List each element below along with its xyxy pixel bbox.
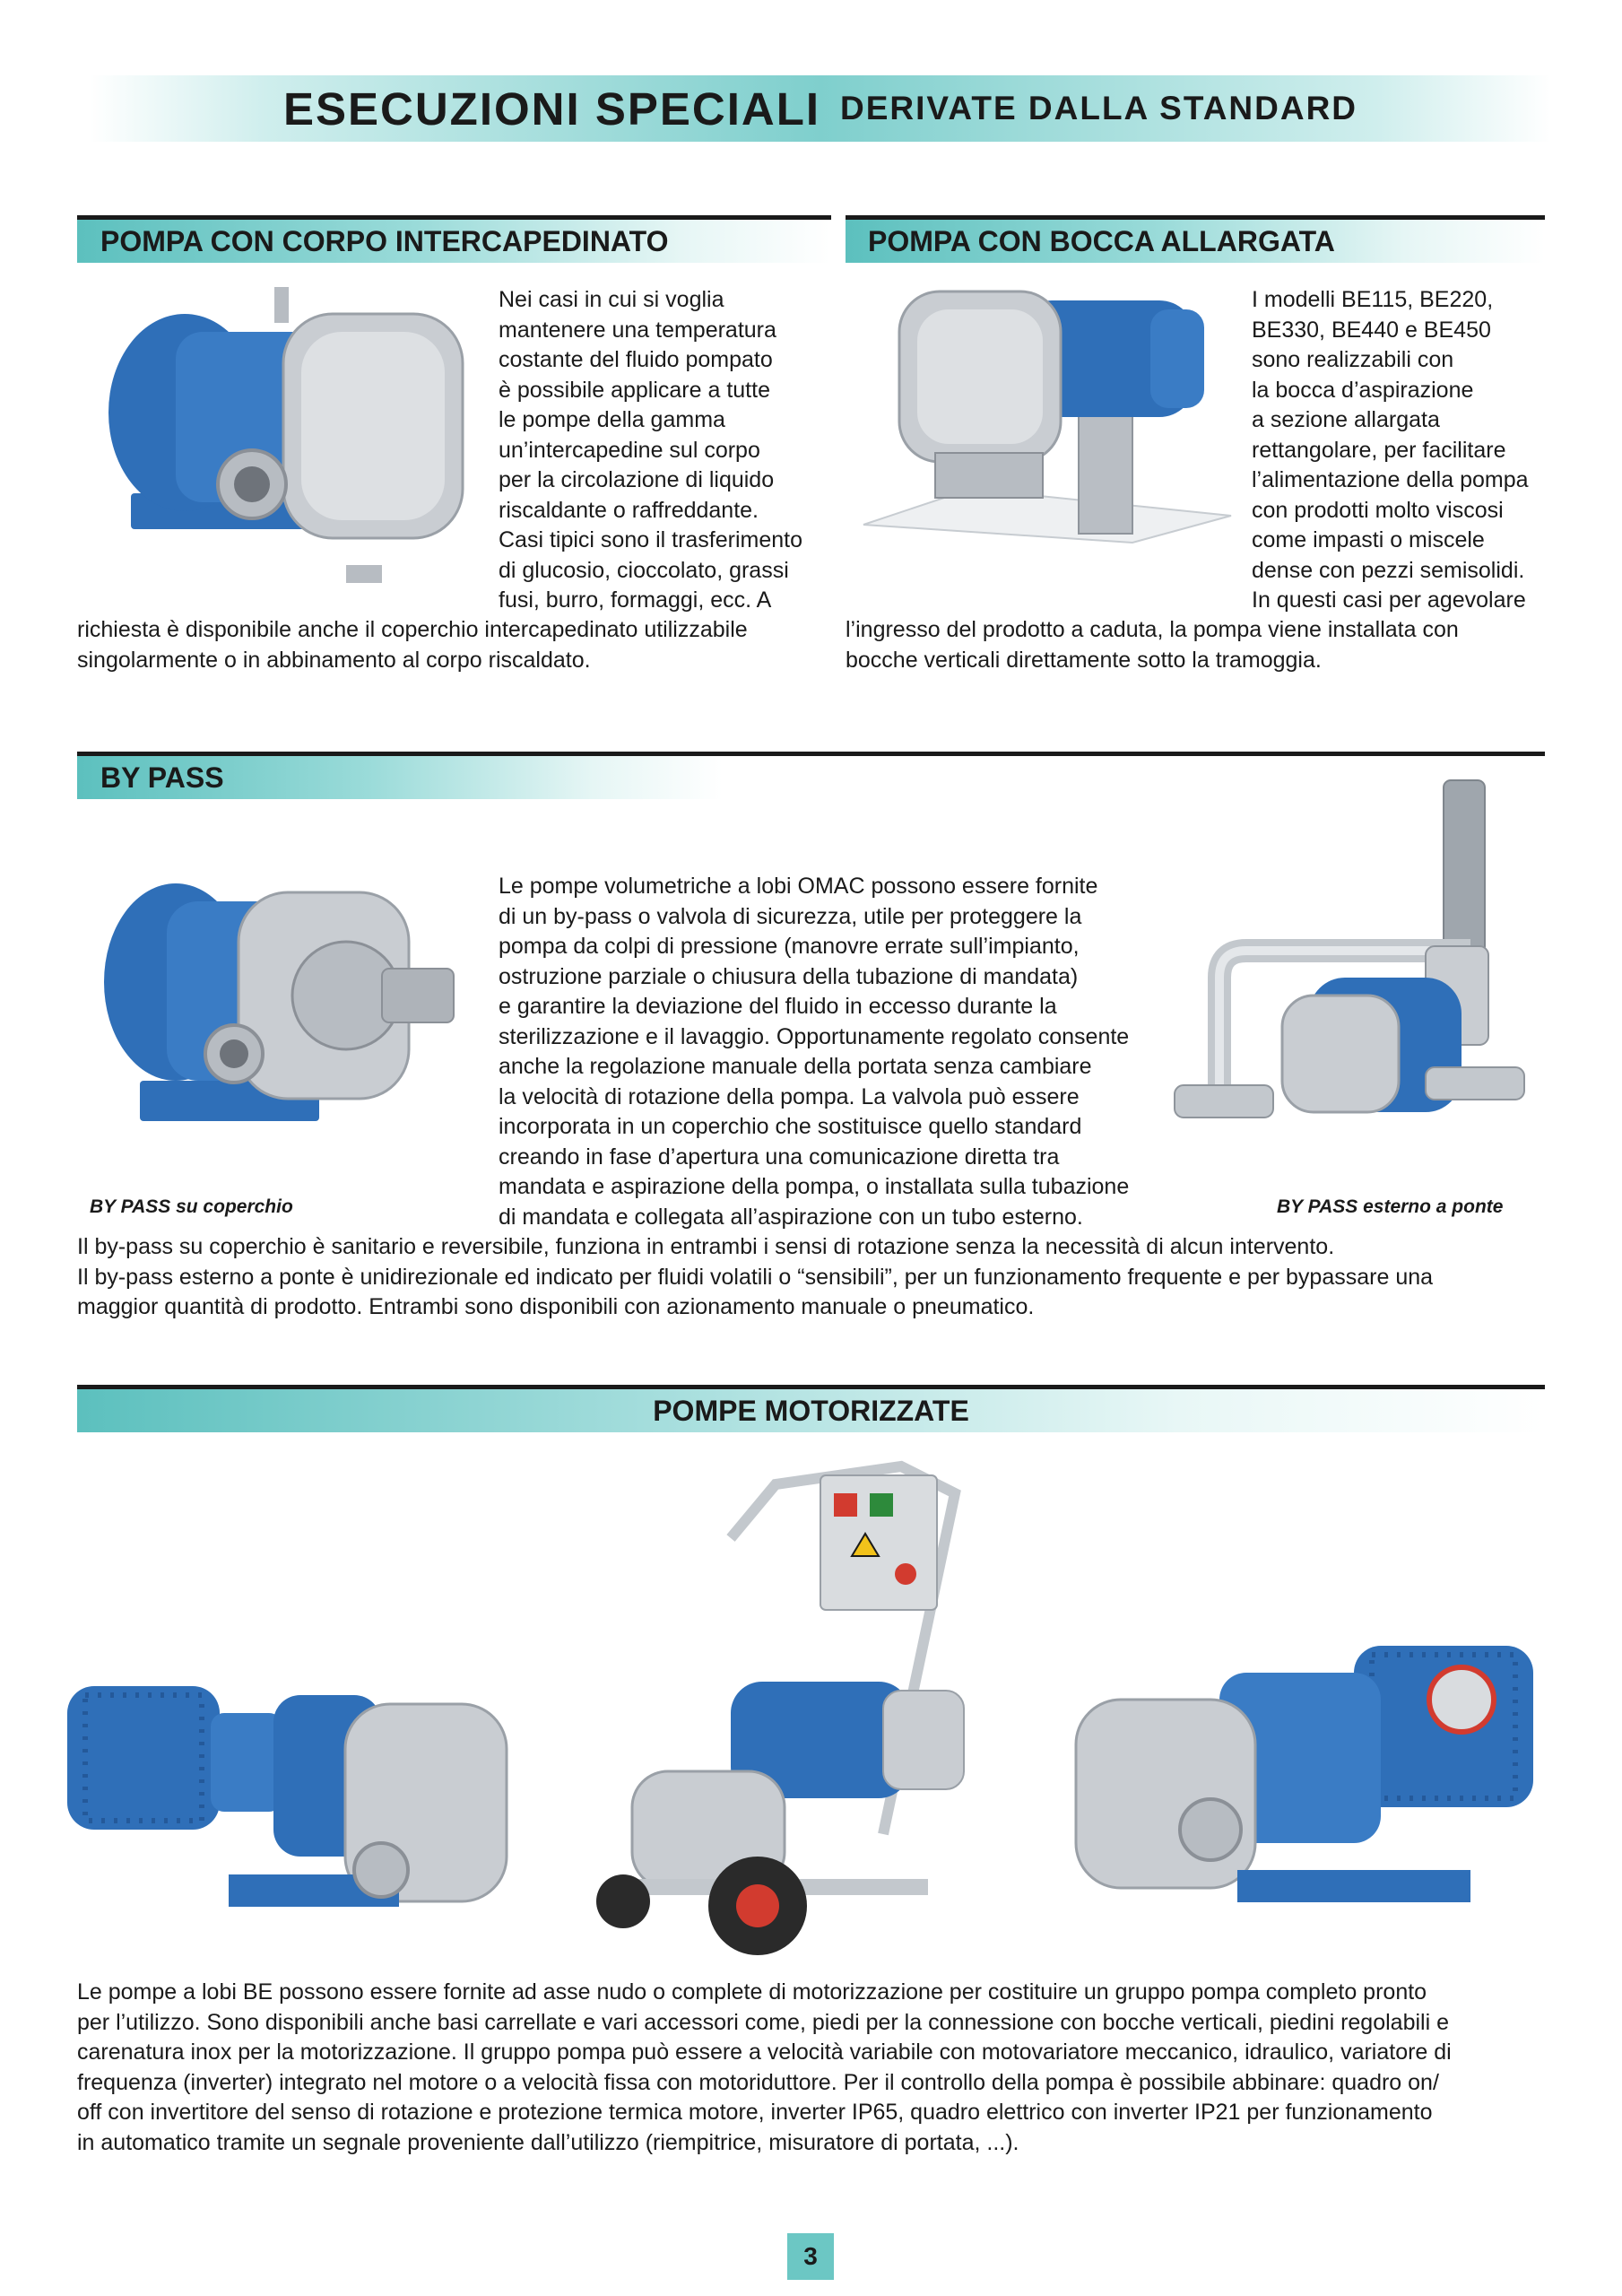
page-number: 3 bbox=[787, 2233, 834, 2280]
section-heading-bypass: BY PASS bbox=[100, 761, 224, 794]
text-line: l’ingresso del prodotto a caduta, la pompa viene installata con bbox=[846, 617, 1459, 642]
text-line: Il by-pass su coperchio è sanitario e reversibile, funziona in entrambi i sensi di rotazione senza la necessità di alcun intervento. bbox=[77, 1234, 1335, 1259]
text-line: rettangolare, per facilitare bbox=[1252, 437, 1506, 463]
text-line: pompa da colpi di pressione (manovre errate sull’impianto, bbox=[499, 934, 1080, 959]
text-line: e garantire la deviazione del fluido in eccesso durante la bbox=[499, 994, 1057, 1019]
text-line: costante del fluido pompato bbox=[499, 347, 773, 372]
text-line: Casi tipici sono il trasferimento bbox=[499, 527, 803, 552]
pump-photo-corpo bbox=[77, 269, 481, 592]
text-corpo bbox=[499, 285, 802, 616]
text-line: sterilizzazione e il lavaggio. Opportunamente regolato consente bbox=[499, 1023, 1130, 1049]
page-title bbox=[90, 75, 1551, 142]
text-line: Nei casi in cui si voglia bbox=[499, 287, 724, 312]
caption-bypass-right: BY PASS esterno a ponte bbox=[1277, 1196, 1504, 1217]
text-line: di glucosio, cioccolato, grassi bbox=[499, 557, 789, 583]
text-line: ostruzione parziale o chiusura della tubazione di mandata) bbox=[499, 963, 1079, 989]
text-line: creando in fase d’apertura una comunicazione diretta tra bbox=[499, 1144, 1060, 1170]
text-line: è possibile applicare a tutte bbox=[499, 377, 770, 403]
pump-photo-bocca bbox=[846, 274, 1240, 578]
text-line: in automatico tramite un segnale proveniente dall’utilizzo (riempitrice, misuratore di portata, ...). bbox=[77, 2129, 1019, 2155]
text-line: per la circolazione di liquido bbox=[499, 467, 775, 492]
text-line: off con invertitore del senso di rotazione e protezione termica motore, inverter IP65, quadro elettrico con inverter IP21 per funzionamento bbox=[77, 2100, 1433, 2125]
text-line: Le pompe a lobi BE possono essere fornite ad asse nudo o complete di motorizzazione per costituire un gruppo pompa completo pronto bbox=[77, 1979, 1427, 2005]
pump-photo-motor-left bbox=[58, 1650, 525, 1928]
text-line: In questi casi per agevolare bbox=[1252, 587, 1526, 613]
text-line: come impasti o miscele bbox=[1252, 527, 1485, 552]
text-bocca bbox=[1252, 285, 1529, 616]
text-line: bocche verticali direttamente sotto la tramoggia. bbox=[846, 647, 1322, 673]
text-line: dense con pezzi semisolidi. bbox=[1252, 557, 1525, 583]
section-heading-bocca: POMPA CON BOCCA ALLARGATA bbox=[868, 225, 1335, 257]
text-line: a sezione allargata bbox=[1252, 407, 1440, 432]
text-line: di mandata e collegata all’aspirazione con un tubo esterno. bbox=[499, 1204, 1083, 1230]
text-line: Il by-pass esterno a ponte è unidirezionale ed indicato per fluidi volatili o “sensibili”, per un funzionamento frequente e per bypassare una bbox=[77, 1264, 1434, 1290]
text-line: la bocca d’aspirazione bbox=[1252, 377, 1474, 403]
text-line: di un by-pass o valvola di sicurezza, utile per proteggere la bbox=[499, 903, 1082, 929]
text-line: le pompe della gamma bbox=[499, 407, 725, 432]
text-line: riscaldante o raffreddante. bbox=[499, 497, 759, 523]
pump-photo-motor-trolley bbox=[596, 1457, 1018, 1960]
text-line: richiesta è disponibile anche il coperchio intercapedinato utilizzabile bbox=[77, 617, 748, 642]
text-line: incorporata in un coperchio che sostituisce quello standard bbox=[499, 1114, 1082, 1139]
text-line: fusi, burro, formaggi, ecc. A bbox=[499, 587, 772, 613]
text-bypass-wide bbox=[77, 1232, 1433, 1323]
pump-photo-bypass-ponte bbox=[1166, 771, 1542, 1184]
text-line: frequenza (inverter) integrato nel motore o a velocità fissa con motoriduttore. Per il controllo della pompa è possibile abbinare: quadro on/ bbox=[77, 2069, 1439, 2095]
section-heading-corpo: POMPA CON CORPO INTERCAPEDINATO bbox=[100, 225, 669, 257]
title-sub: DERIVATE DALLA STANDARD bbox=[840, 90, 1358, 126]
text-line: la velocità di rotazione della pompa. La valvola può essere bbox=[499, 1083, 1080, 1109]
text-line: BE330, BE440 e BE450 bbox=[1252, 317, 1491, 343]
text-bypass bbox=[499, 872, 1129, 1232]
text-line: un’intercapedine sul corpo bbox=[499, 437, 760, 463]
pump-photo-motor-right bbox=[1058, 1619, 1542, 1924]
text-line: singolarmente o in abbinamento al corpo riscaldato. bbox=[77, 647, 591, 673]
text-line: anche la regolazione manuale della portata senza cambiare bbox=[499, 1054, 1092, 1079]
section-heading-motorizzate: POMPE MOTORIZZATE bbox=[653, 1395, 969, 1427]
text-line: per l’utilizzo. Sono disponibili anche basi carrellate e vari accessori come, piedi per la connessione con bocche verticali, piedini regolabili e bbox=[77, 2009, 1449, 2035]
text-line: maggior quantità di prodotto. Entrambi sono disponibili con azionamento manuale o pneumatico. bbox=[77, 1294, 1035, 1319]
text-corpo-wide bbox=[77, 615, 748, 675]
pump-photo-bypass-coperchio bbox=[77, 865, 481, 1135]
text-line: con prodotti molto viscosi bbox=[1252, 497, 1504, 523]
text-bocca-wide bbox=[846, 615, 1459, 675]
text-line: carenatura inox per la motorizzazione. Il gruppo pompa può essere a velocità variabile con motovariatore meccanico, idraulico, variatore di bbox=[77, 2039, 1452, 2065]
text-motorizzate bbox=[77, 1978, 1545, 2158]
text-line: Le pompe volumetriche a lobi OMAC possono essere fornite bbox=[499, 874, 1098, 899]
text-line: sono realizzabili con bbox=[1252, 347, 1454, 372]
title-main: ESECUZIONI SPECIALI bbox=[282, 83, 821, 135]
text-line: mandata e aspirazione della pompa, o installata sulla tubazione bbox=[499, 1174, 1130, 1199]
text-line: mantenere una temperatura bbox=[499, 317, 776, 343]
text-line: l’alimentazione della pompa bbox=[1252, 467, 1529, 492]
caption-bypass-left: BY PASS su coperchio bbox=[90, 1196, 293, 1217]
text-line: I modelli BE115, BE220, bbox=[1252, 287, 1494, 312]
